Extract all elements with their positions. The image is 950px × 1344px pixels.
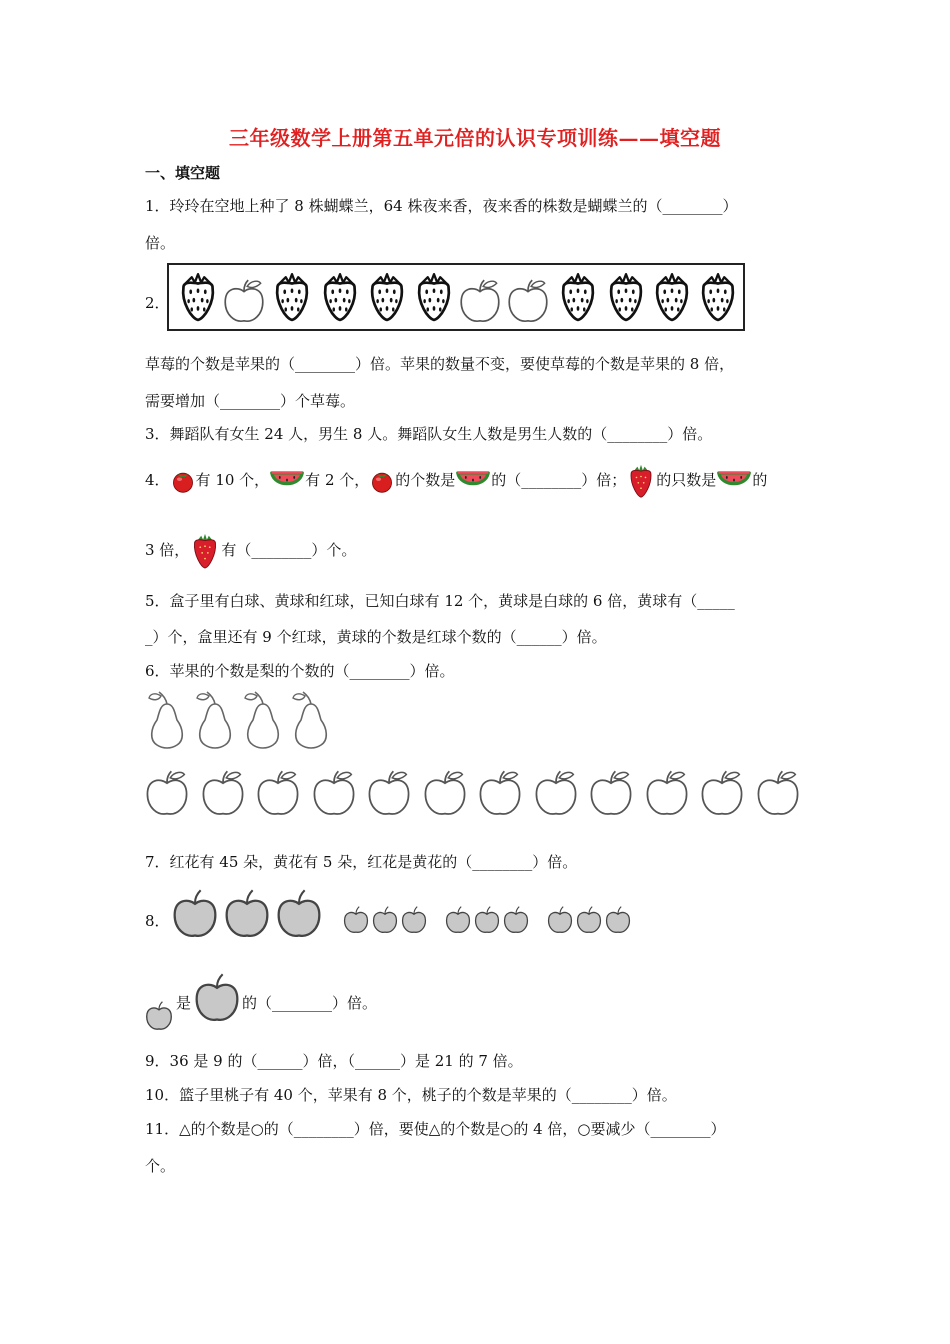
red-strawberry-icon — [626, 463, 656, 499]
small-grey-apple-icon — [342, 905, 370, 935]
small-grey-apple-icon — [400, 905, 428, 935]
question-4-text-3: 的个数是 — [395, 471, 456, 489]
apple-icon — [505, 277, 551, 325]
apple-icon — [143, 768, 191, 818]
apple-icon — [457, 277, 503, 325]
small-grey-apple-icon — [546, 905, 574, 935]
strawberry-icon — [366, 271, 408, 323]
question-4-text-2: 有 2 个， — [305, 471, 370, 489]
question-7: 7．红花有 45 朵，黄花有 5 朵，红花是黄花的（________）倍。 — [145, 853, 578, 871]
question-5-line-1: 5．盒子里有白球、黄球和红球，已知白球有 12 个，黄球是白球的 6 倍，黄球有（_____ — [145, 592, 735, 610]
red-strawberry-icon — [189, 532, 221, 570]
big-grey-apple-icon — [222, 888, 272, 940]
question-10: 10．篮子里桃子有 40 个，苹果有 8 个，桃子的个数是苹果的（________）倍。 — [145, 1086, 677, 1104]
question-4-text-4: 的（________）倍； — [491, 471, 627, 489]
page-title: 三年级数学上册第五单元倍的认识专项训练——填空题 — [229, 126, 721, 150]
question-9: 9．36 是 9 的（______）倍，（______）是 21 的 7 倍。 — [145, 1052, 523, 1070]
big-grey-apple-icon — [192, 972, 242, 1024]
big-grey-apple-icon — [274, 888, 324, 940]
question-4-line-1 — [145, 462, 767, 499]
question-2-line-2: 需要增加（________）个草莓。 — [145, 392, 356, 410]
pear-icon — [193, 690, 237, 750]
small-grey-apple-icon — [575, 905, 603, 935]
question-11-line-1: 11．△的个数是○的（________）倍，要使△的个数是○的 4 倍，○要减少（________） — [145, 1120, 726, 1138]
apple-icon — [199, 768, 247, 818]
section-heading: 一、填空题 — [145, 164, 221, 182]
small-grey-apple-icon — [444, 905, 472, 935]
strawberry-icon — [413, 271, 455, 323]
apple-icon — [532, 768, 580, 818]
strawberry-icon — [557, 271, 599, 323]
question-8-text-2: 的（________）倍。 — [242, 994, 378, 1012]
pear-icon — [241, 690, 285, 750]
strawberry-icon — [177, 271, 219, 323]
question-5-line-2: _）个，盒里还有 9 个红球，黄球的个数是红球个数的（______）倍。 — [145, 628, 607, 646]
apple-icon — [221, 277, 267, 325]
tomato-icon — [369, 468, 395, 494]
small-grey-apple-icon — [371, 905, 399, 935]
question-4-line-2a: 3 倍， — [145, 541, 190, 559]
question-2-number: 2． — [145, 294, 170, 312]
big-grey-apple-icon — [170, 888, 220, 940]
apple-icon — [365, 768, 413, 818]
small-grey-apple-icon — [502, 905, 530, 935]
question-1-line-1: 1．玲玲在空地上种了 8 株蝴蝶兰，64 株夜来香，夜来香的株数是蝴蝶兰的（________） — [145, 197, 738, 215]
question-4-line-2 — [145, 530, 356, 570]
question-4-number: 4． — [145, 471, 170, 489]
question-2-line-1: 草莓的个数是苹果的（________）倍。苹果的数量不变，要使草莓的个数是苹果的 8 倍， — [145, 355, 735, 373]
fruit-sequence-box — [167, 263, 745, 331]
strawberry-icon — [319, 271, 361, 323]
watermelon-icon — [716, 467, 752, 495]
small-grey-apple-icon — [604, 905, 632, 935]
question-4-line-2b: 有（________）个。 — [221, 541, 357, 559]
question-8-number: 8． — [145, 912, 170, 930]
question-8-text-1: 是 — [176, 994, 192, 1012]
strawberry-icon — [697, 271, 739, 323]
apple-icon — [698, 768, 746, 818]
apple-icon — [421, 768, 469, 818]
apple-icon — [643, 768, 691, 818]
small-grey-apple-icon — [144, 1000, 174, 1032]
apple-icon — [587, 768, 635, 818]
tomato-icon — [170, 468, 196, 494]
pear-icon — [145, 690, 189, 750]
question-1-line-2: 倍。 — [145, 234, 176, 252]
question-4-text-6: 的 — [752, 471, 768, 489]
strawberry-icon — [605, 271, 647, 323]
question-3: 3．舞蹈队有女生 24 人，男生 8 人。舞蹈队女生人数是男生人数的（________）倍。 — [145, 425, 713, 443]
pear-icon — [289, 690, 333, 750]
small-grey-apple-icon — [473, 905, 501, 935]
apple-icon — [476, 768, 524, 818]
apple-icon — [310, 768, 358, 818]
apple-icon — [754, 768, 802, 818]
question-4-text-1: 有 10 个， — [195, 471, 270, 489]
strawberry-icon — [271, 271, 313, 323]
apple-icon — [254, 768, 302, 818]
question-4-text-5: 的只数是 — [656, 471, 717, 489]
watermelon-icon — [269, 467, 305, 495]
watermelon-icon — [455, 467, 491, 495]
question-11-line-2: 个。 — [145, 1157, 176, 1175]
question-6: 6．苹果的个数是梨的个数的（________）倍。 — [145, 662, 455, 680]
strawberry-icon — [651, 271, 693, 323]
